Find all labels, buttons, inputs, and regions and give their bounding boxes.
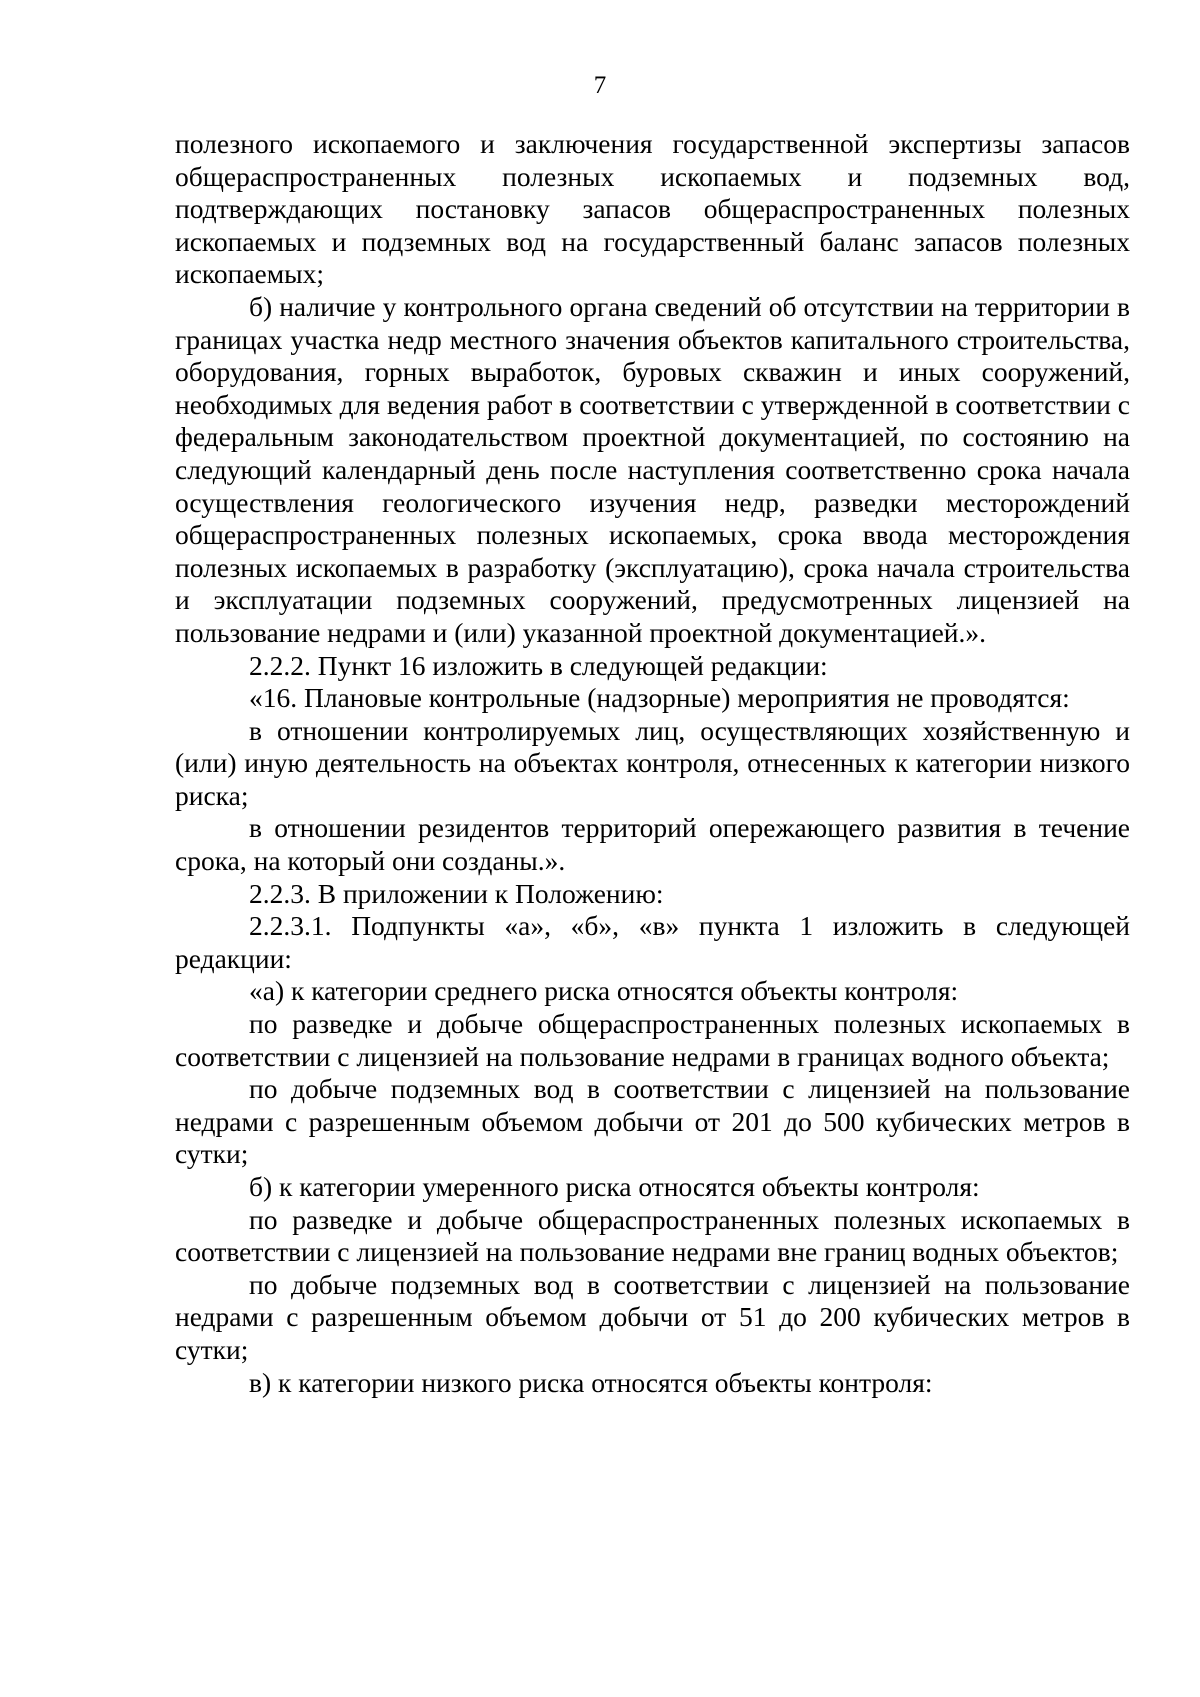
paragraph-medium-risk-groundwater: по добыче подземных вод в соответствии с лицензией на пользование недрами с разрешенным объемом добычи от 201 до 500 кубических метров в сутки; — [175, 1073, 1130, 1170]
paragraph-item-v: в) к категории низкого риска относятся объекты контроля: — [249, 1366, 933, 1398]
paragraph-item-b-moderate: б) к категории умеренного риска относятся объекты контроля: — [249, 1171, 980, 1202]
paragraph-2-2-3: 2.2.3. В приложении к Положению: — [249, 877, 664, 909]
paragraph-moderate-risk-groundwater: по добыче подземных вод в соответствии с лицензией на пользование недрами с разрешенным объемом добычи от 51 до 200 кубических метров в сутки; — [175, 1268, 1130, 1365]
paragraph-item-a: «а) к категории среднего риска относятся объекты контроля: — [249, 975, 959, 1007]
document-body — [175, 128, 1130, 1399]
paragraph-2-2-3-1: 2.2.3.1. Подпункты «а», «б», «в» пункта 1 изложить в следующей редакции: — [175, 910, 1130, 974]
paragraph-point-16: «16. Плановые контрольные (надзорные) мероприятия не проводятся: — [249, 682, 1070, 714]
paragraph-item-b: б) наличие у контрольного органа сведений об отсутствии на территории в границах участка недр местного значения объектов капитального строительства, оборудования, горных выработок, буровых скважин и иных сооружений, необходимых для ведения работ в соответствии с утвержденной в соответствии с федеральным законодательством проектной документацией, по состоянию на следующий календарный день после наступления соответственно срока начала осуществления геологического изучения недр, разведки месторождений общераспространенных полезных ископаемых, срока ввода месторождения полезных ископаемых в разработку (эксплуатацию), срока начала строительства и эксплуатации подземных сооружений, предусмотренных лицензией на пользование недрами и (или) указанной проектной документацией.». — [175, 290, 1130, 648]
paragraph-2-2-2: 2.2.2. Пункт 16 изложить в следующей редакции: — [249, 649, 828, 681]
paragraph-moderate-risk-exploration: по разведке и добыче общераспространенных полезных ископаемых в соответствии с лицензией на пользование недрами вне границ водных объектов; — [175, 1203, 1130, 1268]
paragraph-low-risk-persons: в отношении контролируемых лиц, осуществляющих хозяйственную и (или) иную деятельность на объектах контроля, отнесенных к категории низкого риска; — [175, 714, 1130, 811]
page-number: 7 — [593, 72, 607, 99]
paragraph-continuation: полезного ископаемого и заключения государственной экспертизы запасов общераспространенных полезных ископаемых и подземных вод, подтверждающих постановку запасов общераспространенных полезных ископаемых и подземных вод на государственный баланс запасов полезных ископаемых; — [175, 128, 1130, 290]
paragraph-medium-risk-exploration: по разведке и добыче общераспространенных полезных ископаемых в соответствии с лицензией на пользование недрами в границах водного объекта; — [175, 1008, 1130, 1072]
paragraph-residents: в отношении резидентов территорий опережающего развития в течение срока, на который они созданы.». — [175, 812, 1130, 877]
